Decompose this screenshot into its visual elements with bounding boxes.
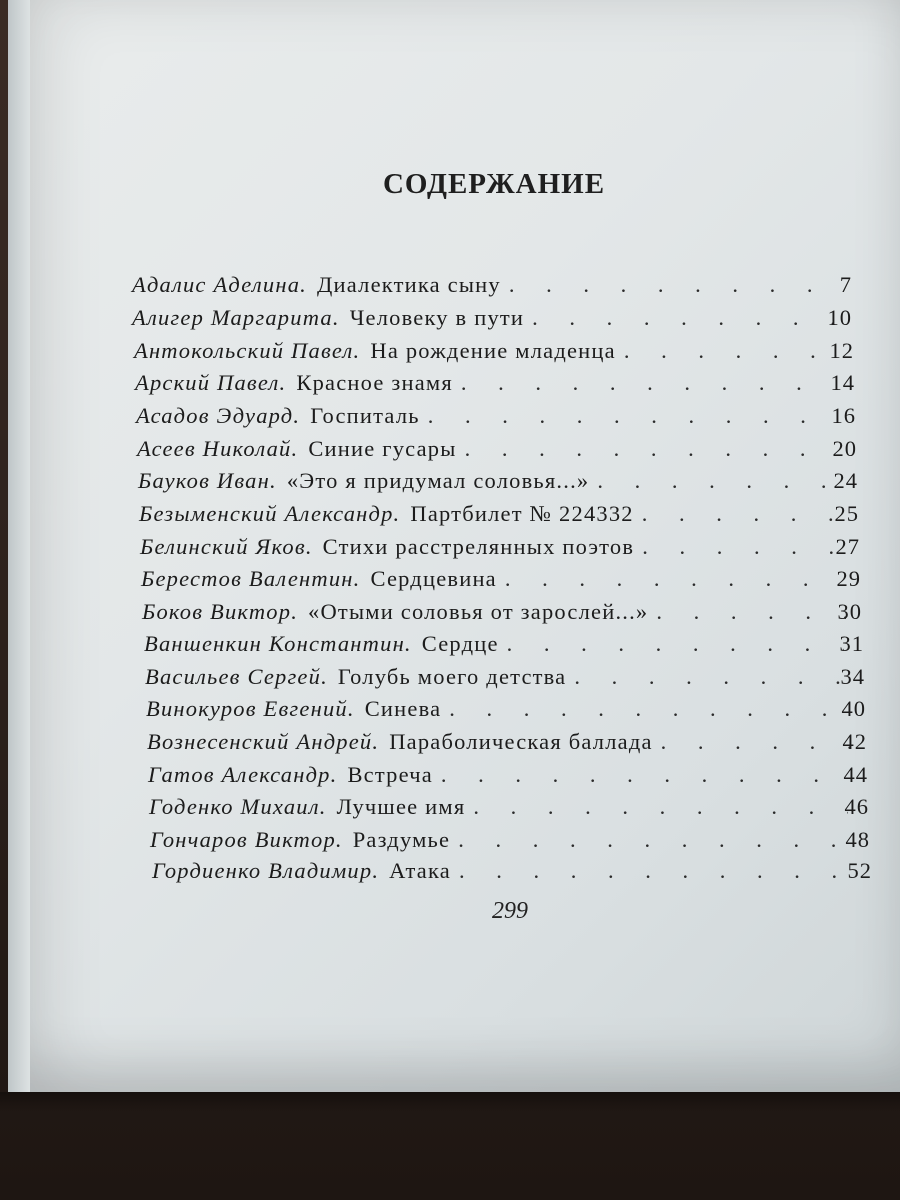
toc-entry (134, 338, 854, 368)
toc-entry (144, 631, 864, 661)
entry-title: Красное знамя (296, 370, 453, 395)
entry-author: Васильев Сергей. (145, 664, 328, 689)
entry-author: Вознесенский Андрей. (147, 729, 380, 754)
dot-leader (428, 403, 834, 429)
entry-page: 46 (844, 794, 869, 819)
entry-title: Сердцевина (370, 566, 497, 591)
dot-leader (449, 696, 844, 722)
dot-leader (465, 436, 836, 462)
entry-author: Алигер Маргарита. (132, 305, 340, 330)
entry-title: Атака (389, 858, 451, 883)
toc-entry (139, 501, 859, 531)
dot-leader (459, 858, 850, 884)
entry-page: 44 (843, 762, 868, 787)
dot-leader (507, 631, 844, 657)
entry-page: 16 (831, 403, 856, 428)
entry-page: 30 (837, 599, 862, 624)
entry-title: Госпиталь (310, 403, 420, 428)
entry-author: Гордиенко Владимир. (152, 858, 380, 883)
entry-page: 48 (845, 827, 870, 852)
entry-page: 25 (834, 501, 859, 526)
entry-author: Бауков Иван. (138, 468, 277, 493)
dot-leader (461, 370, 834, 396)
entry-page: 40 (841, 696, 866, 721)
entry-title: Партбилет № 224332 (410, 501, 634, 526)
toc-entry (145, 664, 865, 694)
toc-entry (152, 858, 872, 888)
toc-entry (149, 794, 869, 824)
toc-entry (135, 370, 855, 400)
entry-author: Берестов Валентин. (141, 566, 361, 591)
entry-author: Белинский Яков. (140, 534, 313, 559)
entry-title: Лучшее имя (336, 794, 466, 819)
dot-leader (505, 566, 841, 592)
page-shadow (0, 1092, 900, 1112)
dot-leader (473, 794, 848, 820)
entry-page: 52 (847, 858, 872, 883)
entry-author: Гатов Александр. (148, 762, 338, 787)
entry-title: Диалектика сыну (316, 272, 501, 297)
dot-leader (509, 272, 833, 298)
entry-author: Боков Виктор. (142, 599, 299, 624)
entry-title: Синие гусары (308, 436, 457, 461)
toc-entry (132, 305, 852, 335)
entry-title: Голубь моего детства (337, 664, 567, 689)
entry-title: «Отыми соловья от зарослей...» (308, 599, 649, 624)
entry-title: Сердце (421, 631, 499, 656)
entry-page: 12 (829, 338, 854, 363)
entry-title: Параболическая баллада (389, 729, 653, 754)
toc-entry (142, 599, 862, 629)
entry-page: 27 (835, 534, 860, 559)
entry-page: 20 (832, 436, 857, 461)
entry-title: «Это я придумал соловья...» (286, 468, 590, 493)
entry-title: Раздумье (352, 827, 451, 852)
page-number: 299 (492, 898, 528, 924)
entry-author: Антокольский Павел. (134, 338, 361, 363)
toc-entry (141, 566, 861, 596)
entry-page: 31 (839, 631, 864, 656)
entry-page: 24 (833, 468, 858, 493)
contents-heading: СОДЕРЖАНИЕ (382, 168, 606, 200)
entry-author: Арский Павел. (135, 370, 287, 395)
toc-entry (148, 762, 868, 792)
entry-page: 14 (830, 370, 855, 395)
toc-entry (147, 729, 867, 759)
dot-leader (574, 664, 847, 690)
entry-author: Асадов Эдуард. (136, 403, 301, 428)
entry-page: 7 (839, 272, 852, 297)
entry-title: Человеку в пути (349, 305, 525, 330)
entry-author: Винокуров Евгений. (146, 696, 355, 721)
entry-title: На рождение младенца (370, 338, 616, 363)
entry-author: Годенко Михаил. (149, 794, 327, 819)
entry-title: Встреча (347, 762, 433, 787)
entry-page: 34 (840, 664, 865, 689)
entry-author: Гончаров Виктор. (150, 827, 343, 852)
dot-leader (458, 827, 848, 853)
dot-leader (532, 305, 833, 331)
entry-page: 10 (827, 305, 852, 330)
entry-title: Синева (364, 696, 442, 721)
toc-entry (150, 827, 870, 857)
dot-leader (597, 468, 840, 494)
entry-author: Адалис Аделина. (132, 272, 307, 297)
toc-entry (146, 696, 866, 726)
entry-author: Ваншенкин Константин. (144, 631, 412, 656)
entry-author: Безыменский Александр. (139, 501, 401, 526)
entry-author: Асеев Николай. (137, 436, 299, 461)
toc-entry (136, 403, 856, 433)
entry-page: 29 (836, 566, 861, 591)
entry-page: 42 (842, 729, 867, 754)
toc-entry (140, 534, 860, 564)
entry-title: Стихи расстрелянных поэтов (322, 534, 635, 559)
toc-entry (138, 468, 858, 498)
toc-entry (132, 272, 852, 302)
toc-entry (137, 436, 857, 466)
dot-leader (441, 762, 846, 788)
